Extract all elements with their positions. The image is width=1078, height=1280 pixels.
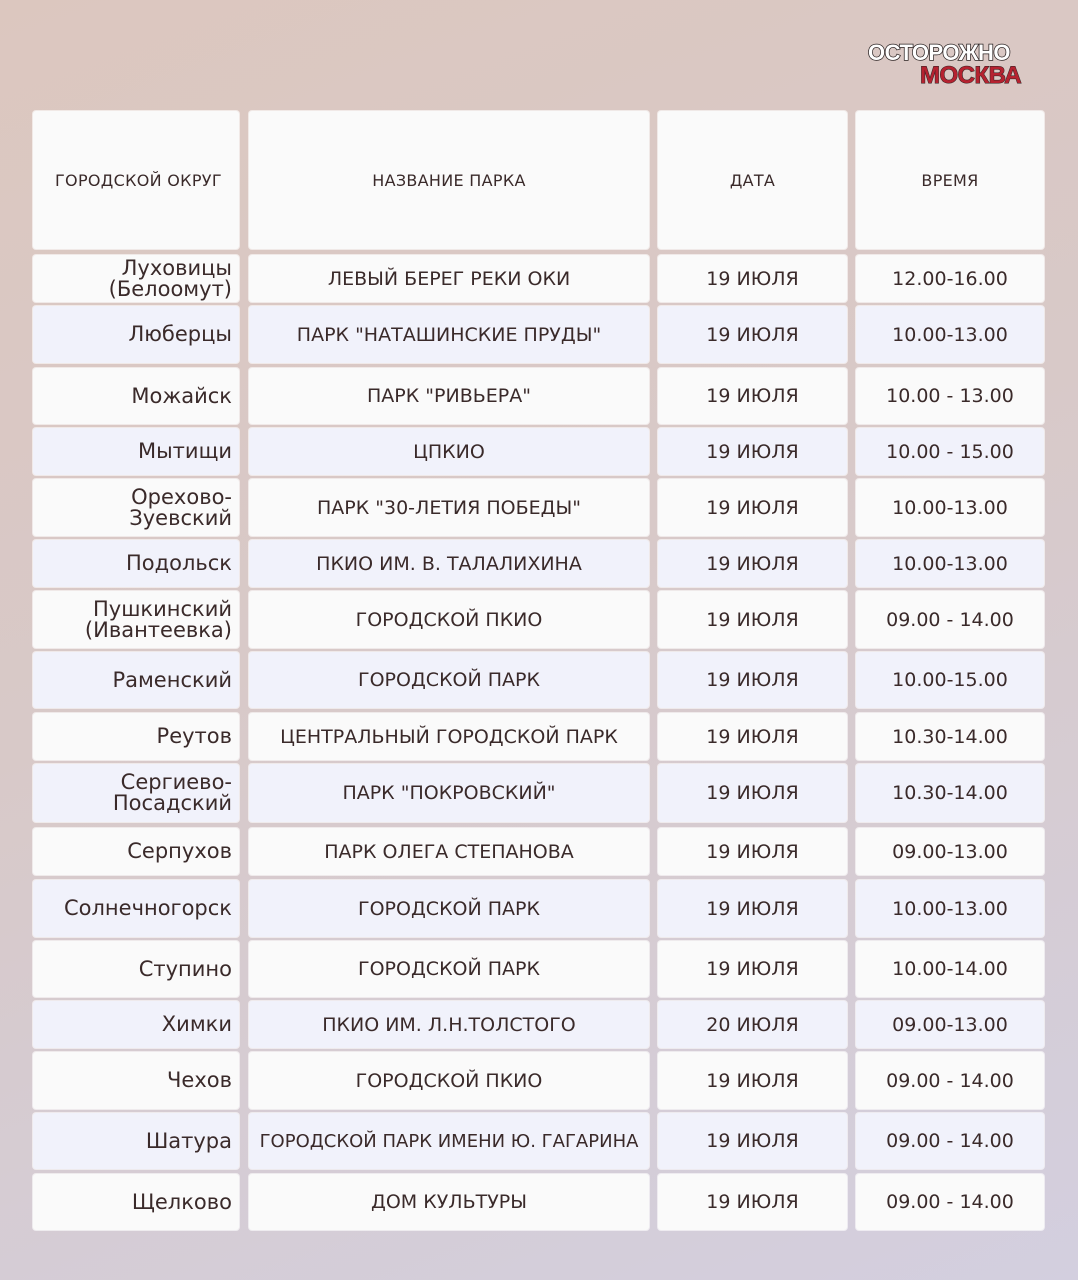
cell-date: 19 ИЮЛЯ [658,1174,847,1230]
cell-park: ПАРК "РИВЬЕРА" [249,368,649,424]
cell-time: 09.00-13.00 [856,1001,1044,1048]
cell-park: ПАРК "30-ЛЕТИЯ ПОБЕДЫ" [249,479,649,536]
cell-date: 19 ИЮЛЯ [658,713,847,760]
cell-park: ПКИО ИМ. Л.Н.ТОЛСТОГО [249,1001,649,1048]
cell-district: Подольск [33,540,239,587]
cell-district: Пушкинский (Ивантеевка) [33,591,239,648]
cell-date: 19 ИЮЛЯ [658,764,847,822]
cell-park: ГОРОДСКОЙ ПАРК ИМЕНИ Ю. ГАГАРИНА [249,1113,649,1169]
logo-line-2: МОСКВА [920,62,1022,89]
cell-time: 10.00-15.00 [856,652,1044,708]
cell-date: 19 ИЮЛЯ [658,479,847,536]
cell-date: 20 ИЮЛЯ [658,1001,847,1048]
cell-district: Щелково [33,1174,239,1230]
cell-date: 19 ИЮЛЯ [658,880,847,937]
header-park: НАЗВАНИЕ ПАРКА [249,111,649,249]
cell-district: Ступино [33,941,239,997]
cell-park: ПКИО ИМ. В. ТАЛАЛИХИНА [249,540,649,587]
cell-park: ГОРОДСКОЙ ПКИО [249,1052,649,1109]
cell-time: 12.00-16.00 [856,255,1044,302]
cell-district: Шатура [33,1113,239,1169]
cell-time: 10.30-14.00 [856,713,1044,760]
cell-district: Можайск [33,368,239,424]
cell-park: ЛЕВЫЙ БЕРЕГ РЕКИ ОКИ [249,255,649,302]
cell-date: 19 ИЮЛЯ [658,941,847,997]
cell-district: Серпухов [33,828,239,875]
cell-district: Реутов [33,713,239,760]
cell-time: 09.00-13.00 [856,828,1044,875]
header-date: ДАТА [658,111,847,249]
cell-date: 19 ИЮЛЯ [658,368,847,424]
cell-time: 09.00 - 14.00 [856,1052,1044,1109]
cell-district: Сергиево-Посадский [33,764,239,822]
cell-district: Чехов [33,1052,239,1109]
header-time: ВРЕМЯ [856,111,1044,249]
cell-time: 09.00 - 14.00 [856,591,1044,648]
brand-logo [868,40,1043,90]
cell-district: Орехово-Зуевский [33,479,239,536]
cell-date: 19 ИЮЛЯ [658,591,847,648]
cell-park: ГОРОДСКОЙ ПАРК [249,652,649,708]
cell-park: ПАРК ОЛЕГА СТЕПАНОВА [249,828,649,875]
cell-district: Солнечногорск [33,880,239,937]
cell-time: 10.30-14.00 [856,764,1044,822]
cell-date: 19 ИЮЛЯ [658,428,847,475]
cell-time: 10.00 - 15.00 [856,428,1044,475]
cell-park: ДОМ КУЛЬТУРЫ [249,1174,649,1230]
cell-park: ПАРК "ПОКРОВСКИЙ" [249,764,649,822]
cell-park: ГОРОДСКОЙ ПАРК [249,880,649,937]
cell-district: Луховицы (Белоомут) [33,255,239,302]
cell-district: Люберцы [33,306,239,363]
cell-date: 19 ИЮЛЯ [658,1113,847,1169]
cell-park: ЦПКИО [249,428,649,475]
cell-park: ПАРК "НАТАШИНСКИЕ ПРУДЫ" [249,306,649,363]
cell-time: 10.00-13.00 [856,880,1044,937]
cell-time: 09.00 - 14.00 [856,1113,1044,1169]
cell-district: Химки [33,1001,239,1048]
cell-park: ГОРОДСКОЙ ПКИО [249,591,649,648]
cell-time: 10.00-13.00 [856,306,1044,363]
logo-line-1: ОСТОРОЖНО [868,40,1011,65]
cell-date: 19 ИЮЛЯ [658,652,847,708]
cell-district: Раменский [33,652,239,708]
cell-time: 09.00 - 14.00 [856,1174,1044,1230]
cell-park: ГОРОДСКОЙ ПАРК [249,941,649,997]
cell-date: 19 ИЮЛЯ [658,306,847,363]
cell-date: 19 ИЮЛЯ [658,828,847,875]
cell-date: 19 ИЮЛЯ [658,540,847,587]
cell-date: 19 ИЮЛЯ [658,255,847,302]
cell-time: 10.00-13.00 [856,540,1044,587]
cell-time: 10.00-14.00 [856,941,1044,997]
cell-park: ЦЕНТРАЛЬНЫЙ ГОРОДСКОЙ ПАРК [249,713,649,760]
cell-district: Мытищи [33,428,239,475]
cell-time: 10.00-13.00 [856,479,1044,536]
header-district: ГОРОДСКОЙ ОКРУГ [33,111,239,249]
cell-time: 10.00 - 13.00 [856,368,1044,424]
cell-date: 19 ИЮЛЯ [658,1052,847,1109]
